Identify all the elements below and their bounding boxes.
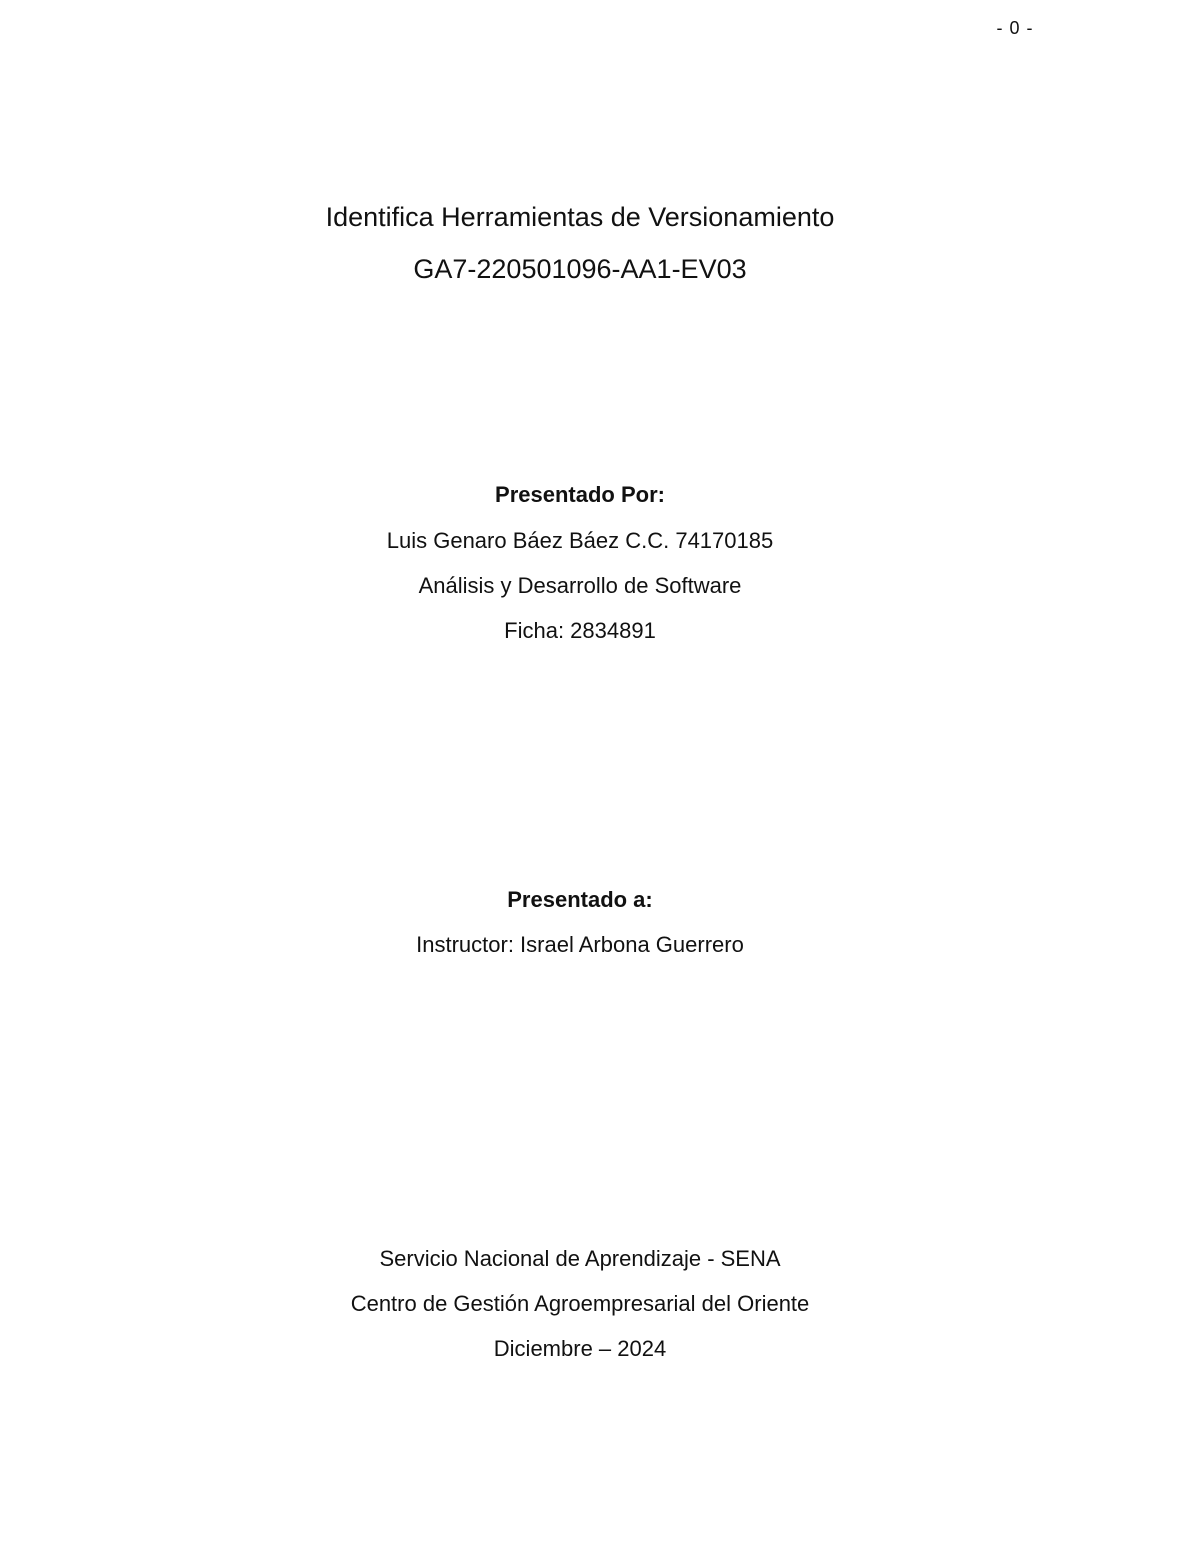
document-date: Diciembre – 2024 [493, 1336, 667, 1361]
presented-by-heading: Presentado Por: [495, 482, 665, 507]
institution-name: Servicio Nacional de Aprendizaje - SENA [379, 1246, 781, 1271]
center-name: Centro de Gestión Agroempresarial del Oriente [350, 1291, 810, 1316]
document-title: Identifica Herramientas de Versionamiento [325, 202, 835, 232]
document-code: GA7-220501096-AA1-EV03 [413, 254, 747, 284]
instructor-name: Instructor: Israel Arbona Guerrero [416, 932, 744, 957]
presented-to-heading: Presentado a: [507, 887, 653, 912]
author-name: Luis Genaro Báez Báez C.C. 74170185 [386, 528, 774, 553]
page-number: - 0 - [996, 18, 1034, 38]
program-name: Análisis y Desarrollo de Software [418, 573, 742, 598]
ficha-number: Ficha: 2834891 [504, 618, 656, 643]
